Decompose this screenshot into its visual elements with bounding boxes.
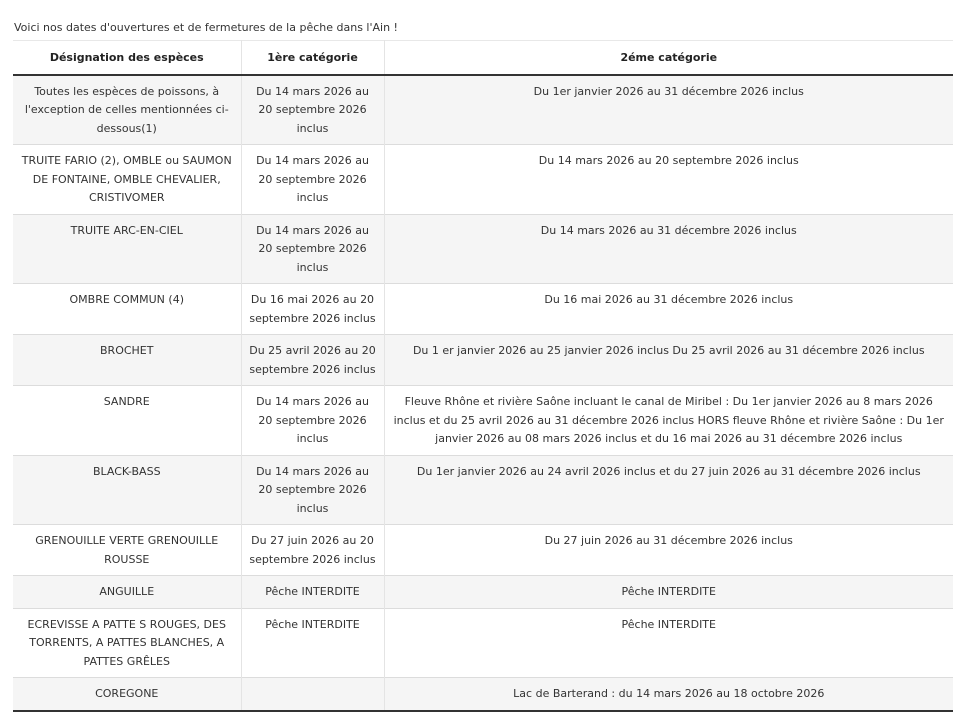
category-1-cell: Pêche INTERDITE xyxy=(241,608,384,678)
category-1-cell: Du 14 mars 2026 au 20 septembre 2026 inclus xyxy=(241,386,384,456)
table-header xyxy=(13,41,953,75)
category-1-cell: Pêche INTERDITE xyxy=(241,576,384,609)
species-cell: TRUITE ARC-EN-CIEL xyxy=(13,214,241,284)
species-cell: ANGUILLE xyxy=(13,576,241,609)
table-row xyxy=(13,386,953,456)
table-body xyxy=(13,75,953,711)
species-cell: COREGONE xyxy=(13,678,241,711)
table-row xyxy=(13,145,953,215)
category-2-cell: Du 1er janvier 2026 au 24 avril 2026 inclus et du 27 juin 2026 au 31 décembre 2026 inclus xyxy=(384,455,953,525)
table-row xyxy=(13,608,953,678)
category-1-cell xyxy=(241,678,384,711)
category-1-cell: Du 25 avril 2026 au 20 septembre 2026 inclus xyxy=(241,335,384,386)
intro-text: Voici nos dates d'ouvertures et de fermetures de la pêche dans l'Ain ! xyxy=(14,21,398,34)
category-1-cell: Du 14 mars 2026 au 20 septembre 2026 inclus xyxy=(241,75,384,145)
species-cell: Toutes les espèces de poissons, à l'exception de celles mentionnées ci-dessous(1) xyxy=(13,75,241,145)
header-category-1: 1ère catégorie xyxy=(241,41,384,75)
table-row xyxy=(13,75,953,145)
category-2-cell: Pêche INTERDITE xyxy=(384,608,953,678)
category-2-cell: Du 14 mars 2026 au 31 décembre 2026 inclus xyxy=(384,214,953,284)
header-species: Désignation des espèces xyxy=(13,41,241,75)
category-2-cell: Du 27 juin 2026 au 31 décembre 2026 inclus xyxy=(384,525,953,576)
table-row xyxy=(13,284,953,335)
table-row xyxy=(13,335,953,386)
category-1-cell: Du 14 mars 2026 au 20 septembre 2026 inclus xyxy=(241,145,384,215)
table-row xyxy=(13,576,953,609)
category-2-cell: Du 1er janvier 2026 au 31 décembre 2026 inclus xyxy=(384,75,953,145)
category-2-cell: Lac de Barterand : du 14 mars 2026 au 18 octobre 2026 xyxy=(384,678,953,711)
header-category-2: 2éme catégorie xyxy=(384,41,953,75)
fishing-dates-table xyxy=(13,40,953,712)
table-row xyxy=(13,525,953,576)
species-cell: TRUITE FARIO (2), OMBLE ou SAUMON DE FONTAINE, OMBLE CHEVALIER, CRISTIVOMER xyxy=(13,145,241,215)
header-row xyxy=(13,41,953,75)
category-2-cell: Pêche INTERDITE xyxy=(384,576,953,609)
category-1-cell: Du 14 mars 2026 au 20 septembre 2026 inclus xyxy=(241,455,384,525)
species-cell: ECREVISSE A PATTE S ROUGES, DES TORRENTS, A PATTES BLANCHES, A PATTES GRÊLES xyxy=(13,608,241,678)
table-row xyxy=(13,214,953,284)
species-cell: OMBRE COMMUN (4) xyxy=(13,284,241,335)
species-cell: SANDRE xyxy=(13,386,241,456)
category-1-cell: Du 16 mai 2026 au 20 septembre 2026 inclus xyxy=(241,284,384,335)
species-cell: GRENOUILLE VERTE GRENOUILLE ROUSSE xyxy=(13,525,241,576)
category-2-cell: Du 14 mars 2026 au 20 septembre 2026 inclus xyxy=(384,145,953,215)
table-row xyxy=(13,678,953,711)
fishing-dates-table-container xyxy=(13,40,953,712)
table-row xyxy=(13,455,953,525)
category-1-cell: Du 14 mars 2026 au 20 septembre 2026 inclus xyxy=(241,214,384,284)
species-cell: BLACK-BASS xyxy=(13,455,241,525)
category-1-cell: Du 27 juin 2026 au 20 septembre 2026 inclus xyxy=(241,525,384,576)
category-2-cell: Du 1 er janvier 2026 au 25 janvier 2026 inclus Du 25 avril 2026 au 31 décembre 2026 inclus xyxy=(384,335,953,386)
category-2-cell: Fleuve Rhône et rivière Saône incluant le canal de Miribel : Du 1er janvier 2026 au 8 mars 2026 inclus et du 25 avril 2026 au 31 décembre 2026 inclus HORS fleuve Rhône et rivière Saône : Du 1er janvier 2026 au 08 mars 2026 inclus et du 16 mai 2026 au 31 décembre 2026 inclus xyxy=(384,386,953,456)
species-cell: BROCHET xyxy=(13,335,241,386)
category-2-cell: Du 16 mai 2026 au 31 décembre 2026 inclus xyxy=(384,284,953,335)
